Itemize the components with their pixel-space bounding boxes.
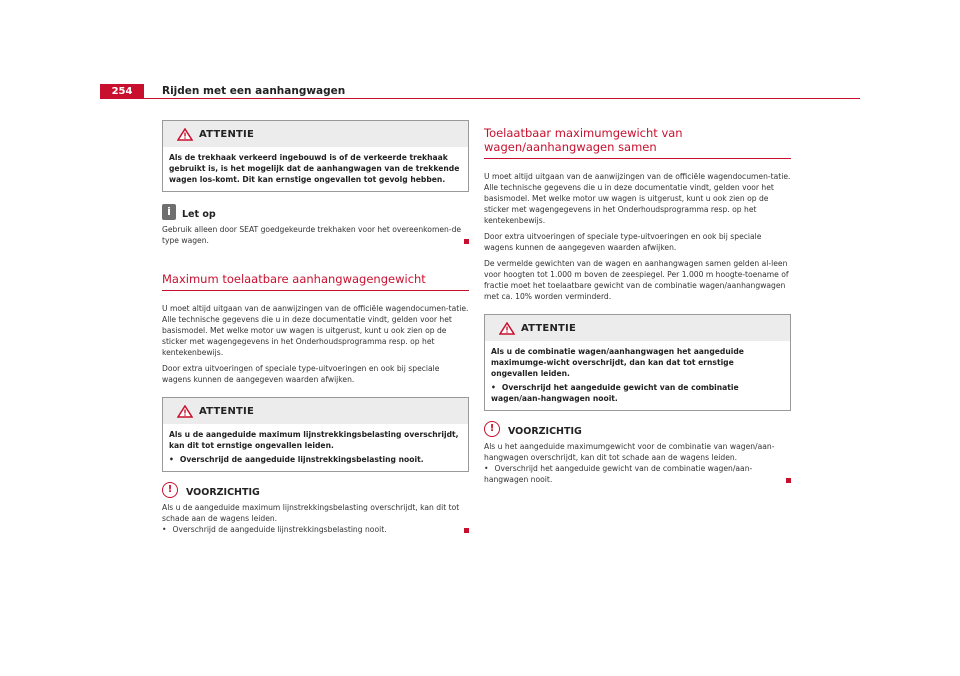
paragraph: Door extra uitvoeringen of speciale type-uitvoeringen en ook bij speciale wagens kunnen de aangegeven waarden afwijken. (484, 232, 762, 252)
note-text: Gebruik alleen door SEAT goedgekeurde trekhaken voor het overeenkomen-de type wagen. (162, 225, 462, 245)
warning-bullet: • Overschrijd de aangeduide lijnstrekkingsbelasting nooit. (169, 454, 461, 465)
warning-label: ATTENTIE (199, 129, 255, 140)
caution-text: Als u de aangeduide maximum lijnstrekkingsbelasting overschrijdt, kan dit tot schade aan de wagens leiden. (162, 503, 460, 523)
section-heading: Maximum toelaatbare aanhangwagengewicht (162, 272, 469, 291)
paragraph: U moet altijd uitgaan van de aanwijzingen van de officiële wagendocumen-tatie. Alle technische gegevens die u in deze documentatie vindt, gelden voor het basismodel. Met welke motor uw wagen is uitgerust, kunt u ook zien op de sticker met wagengegevens in het Onderhoudsprogramma resp. op het kentekenbewijs. (162, 304, 469, 357)
warning-label: ATTENTIE (521, 323, 577, 334)
caution-bullet: • Overschrijd de aangeduide lijnstrekkingsbelasting nooit. (162, 524, 469, 535)
warning-triangle-icon (499, 322, 515, 335)
end-of-section-icon (464, 239, 469, 244)
caution-label: VOORZICHTIG (508, 426, 582, 437)
end-of-section-icon (786, 478, 791, 483)
caution-header (162, 482, 469, 502)
caution-text: Als u het aangeduide maximumgewicht voor de combinatie van wagen/aan-hangwagen overschrijdt, kan dit tot schade aan de wagens leiden. (484, 442, 775, 462)
header-rule (100, 98, 860, 99)
right-column (484, 120, 791, 485)
note-label: Let op (182, 209, 216, 220)
warning-box (162, 397, 469, 472)
page-number: 254 (100, 84, 144, 99)
caution-label: VOORZICHTIG (186, 487, 260, 498)
left-column (162, 120, 469, 535)
caution-bullet: • Overschrijd het aangeduide gewicht van de combinatie wagen/aan-hangwagen nooit. (484, 463, 791, 485)
warning-box (484, 314, 791, 411)
section-heading: Toelaatbaar maximumgewicht van wagen/aanhangwagen samen (484, 126, 791, 159)
caution-exclamation-icon: ! (162, 482, 178, 498)
note-info-icon: i (162, 204, 176, 220)
paragraph: De vermelde gewichten van de wagen en aanhangwagen samen gelden al-leen voor hoogten tot 1.000 m boven de zeespiegel. Per 1.000 m hoogte-toename of fractie moet het toelaatbare gewicht van de combinatie wagen/aanhangwagen met ca. 10% worden verminderd. (484, 259, 789, 301)
warning-label: ATTENTIE (199, 406, 255, 417)
warning-bullet: • Overschrijd het aangeduide gewicht van de combinatie wagen/aan-hangwagen nooit. (491, 382, 783, 404)
paragraph: U moet altijd uitgaan van de aanwijzingen van de officiële wagendocumen-tatie. Alle technische gegevens die u in deze documentatie vindt, gelden voor het basismodel. Met welke motor uw wagen is uitgerust, kunt u ook zien op de sticker met wagengegevens in het Onderhoudsprogramma resp. op het kentekenbewijs. (484, 172, 791, 225)
chapter-title: Rijden met een aanhangwagen (162, 85, 346, 97)
paragraph: Door extra uitvoeringen of speciale type-uitvoeringen en ook bij speciale wagens kunnen de aangegeven waarden afwijken. (162, 364, 440, 384)
warning-triangle-icon (177, 405, 193, 418)
warning-text: Als de trekhaak verkeerd ingebouwd is of de verkeerde trekhaak gebruikt is, is het mogelijk dat de aanhangwagen van de trekkende wagen los-komt. Dit kan ernstige ongevallen tot gevolg hebben. (169, 153, 460, 184)
note-header (162, 204, 469, 224)
caution-header (484, 421, 791, 441)
warning-text: Als u de combinatie wagen/aanhangwagen het aangeduide maximumge-wicht overschrijdt, dan kan dat tot ernstige ongevallen leiden. (491, 347, 744, 378)
warning-box (162, 120, 469, 192)
warning-triangle-icon (177, 128, 193, 141)
caution-exclamation-icon: ! (484, 421, 500, 437)
end-of-section-icon (464, 528, 469, 533)
warning-text: Als u de aangeduide maximum lijnstrekkingsbelasting overschrijdt, kan dit tot ernstige ongevallen leiden. (169, 430, 459, 450)
